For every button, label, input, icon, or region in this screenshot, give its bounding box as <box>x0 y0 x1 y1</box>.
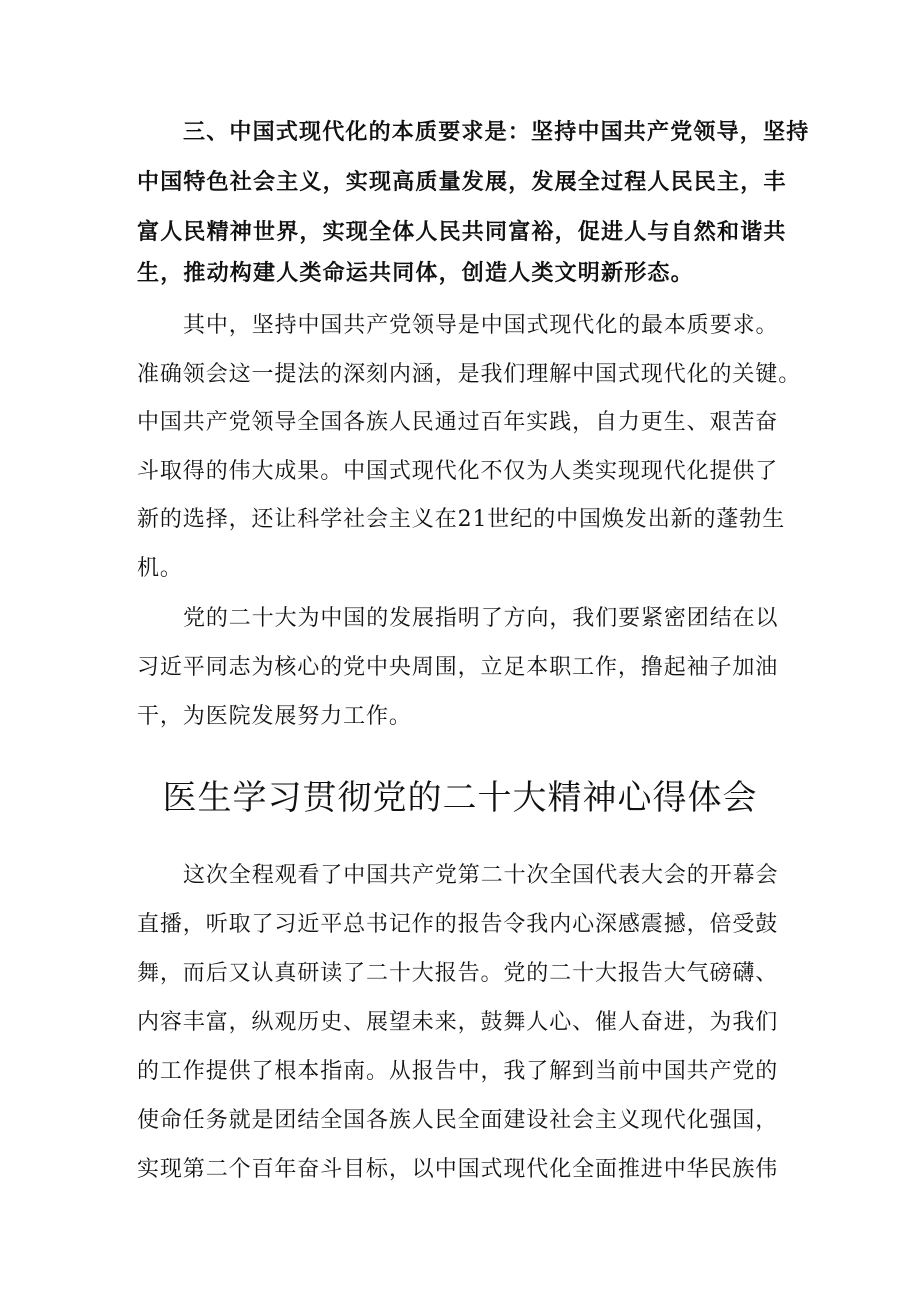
paragraph4-line-1: 这次全程观看了中国共产党第二十次全国代表大会的开幕会 <box>183 863 779 888</box>
paragraph2-line-4: 斗取得的伟大成果。中国式现代化不仅为人类实现现代化提供了 <box>137 459 779 484</box>
paragraph4-line-4: 内容丰富，纵观历史、展望未来，鼓舞人心、催人奋进，为我们 <box>137 1010 779 1035</box>
paragraph2-line-2: 准确领会这一提法的深刻内涵，是我们理解中国式现代化的关键。 <box>137 362 802 387</box>
paragraph2-line-6: 机。 <box>137 556 183 581</box>
paragraph4-line-7: 实现第二个百年奋斗目标，以中国式现代化全面推进中华民族伟 <box>137 1157 779 1182</box>
paragraph2-line-5: 新的选择，还让科学社会主义在21世纪的中国焕发出新的蓬勃生 <box>137 507 786 532</box>
paragraph4-line-6: 使命任务就是团结全国各族人民全面建设社会主义现代化强国， <box>137 1108 779 1133</box>
section3-line-1: 三、中国式现代化的本质要求是：坚持中国共产党领导，坚持 <box>183 120 810 145</box>
section3-line-2: 中国特色社会主义，实现高质量发展，发展全过程人民民主，丰 <box>137 170 787 195</box>
paragraph3-line-1: 党的二十大为中国的发展指明了方向，我们要紧密团结在以 <box>183 606 779 631</box>
paragraph4-line-5: 的工作提供了根本指南。从报告中，我了解到当前中国共产党的 <box>137 1059 779 1084</box>
paragraph4-line-3: 舞，而后又认真研读了二十大报告。党的二十大报告大气磅礴、 <box>137 961 779 986</box>
paragraph3-line-3: 干，为医院发展努力工作。 <box>137 704 412 729</box>
section3-line-3: 富人民精神世界，实现全体人民共同富裕，促进人与自然和谐共 <box>137 220 787 245</box>
paragraph3-line-2: 习近平同志为核心的党中央周围，立足本职工作，撸起袖子加油 <box>137 655 779 680</box>
paragraph2-line-3: 中国共产党领导全国各族人民通过百年实践，自力更生、艰苦奋 <box>137 410 779 435</box>
paragraph2-line-1: 其中，坚持中国共产党领导是中国式现代化的最本质要求。 <box>183 313 779 338</box>
page-title: 医生学习贯彻党的二十大精神心得体会 <box>162 778 758 818</box>
paragraph4-line-2: 直播，听取了习近平总书记作的报告令我内心深感震撼，倍受鼓 <box>137 912 779 937</box>
section3-line-4: 生，推动构建人类命运共同体，创造人类文明新形态。 <box>137 261 694 286</box>
